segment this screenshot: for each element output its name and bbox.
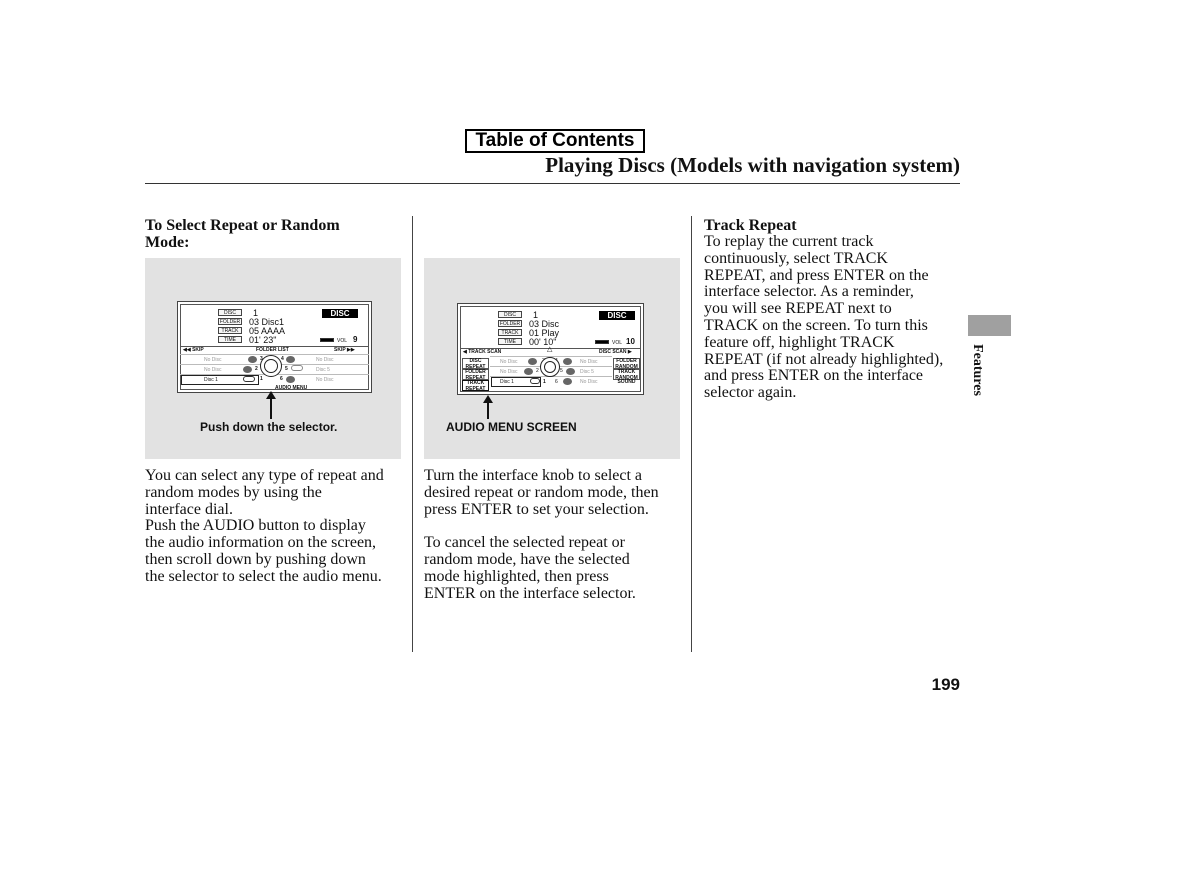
slot-5-number: 5 bbox=[285, 366, 288, 372]
slot-4-number: 4 bbox=[281, 356, 284, 362]
text-line: To cancel the selected repeat or bbox=[424, 534, 625, 552]
arrow-stem bbox=[487, 402, 489, 419]
text-line: REPEAT (if not already highlighted), bbox=[704, 350, 944, 368]
audio-menu-label: AUDIO MENU bbox=[275, 385, 308, 391]
text-line: TRACK on the screen. To turn this bbox=[704, 316, 928, 334]
section-tab-label bbox=[962, 340, 992, 400]
slot-4-label: No Disc bbox=[580, 359, 598, 365]
track-repeat-button: TRACK REPEAT bbox=[462, 380, 489, 391]
text-line: random modes by using the bbox=[145, 483, 322, 501]
time-tag: TIME bbox=[218, 336, 242, 343]
audio-screen-diagram bbox=[177, 301, 372, 393]
table-of-contents-link[interactable]: Table of Contents bbox=[465, 129, 645, 153]
text-line: To replay the current track bbox=[704, 233, 874, 250]
slot-1-label: Disc 1 bbox=[204, 377, 218, 383]
text-line: feature off, highlight TRACK bbox=[704, 333, 895, 351]
slot-1-label: Disc 1 bbox=[500, 379, 514, 385]
disc-value: 1 bbox=[533, 310, 539, 320]
section-tab-text: Features bbox=[970, 344, 985, 396]
slot-5-number: 5 bbox=[560, 368, 563, 374]
slot-3-label: No Disc bbox=[204, 357, 222, 363]
slot-5-label: Disc 5 bbox=[580, 369, 594, 375]
disc-repeat-button: DISC REPEAT bbox=[462, 358, 489, 369]
text-line: interface selector. As a reminder, bbox=[704, 283, 914, 301]
time-value: 01' 23" bbox=[249, 335, 277, 345]
section-heading bbox=[145, 217, 405, 251]
text-line: You can select any type of repeat and bbox=[145, 467, 384, 484]
title-rule bbox=[145, 183, 960, 184]
volume-value: 10 bbox=[626, 337, 635, 346]
slot-2-number: 2 bbox=[536, 368, 539, 374]
slot-1-number: 1 bbox=[543, 379, 546, 385]
text-line: you will see REPEAT next to bbox=[704, 300, 892, 318]
slot-5-icon bbox=[291, 365, 303, 371]
volume-label: VOL bbox=[337, 338, 348, 344]
slot-3-label: No Disc bbox=[500, 359, 518, 365]
text-line: mode highlighted, then press bbox=[424, 567, 609, 585]
text-line: then scroll down by pushing down bbox=[145, 550, 366, 568]
interface-dial-inner bbox=[264, 359, 278, 373]
slot-4-dot bbox=[563, 358, 572, 365]
skip-left-label: ◀◀ SKIP bbox=[183, 347, 204, 353]
track-scan-label: ◀ TRACK SCAN bbox=[463, 349, 502, 355]
text-line: and press ENTER on the interface bbox=[704, 367, 924, 385]
disc-tag: DISC bbox=[218, 309, 242, 316]
figure-caption: Push down the selector. bbox=[200, 420, 338, 434]
column-divider bbox=[412, 216, 413, 652]
page-number: 199 bbox=[931, 675, 960, 694]
text-line: random mode, have the selected bbox=[424, 550, 630, 568]
time-value: 00' 10" bbox=[529, 337, 557, 347]
slot-5-dot bbox=[566, 368, 575, 375]
slot-6-dot bbox=[286, 376, 295, 383]
slot-3-dot bbox=[248, 356, 257, 363]
disc-tag: DISC bbox=[498, 311, 522, 318]
figure-audio-menu-screen bbox=[424, 258, 680, 459]
col1-paragraphs bbox=[145, 468, 410, 586]
slot-2-label: No Disc bbox=[500, 369, 518, 375]
slot-2-number: 2 bbox=[255, 366, 258, 372]
arrow-stem bbox=[270, 398, 272, 419]
slot-2-label: No Disc bbox=[204, 367, 222, 373]
sound-button: SOUND bbox=[613, 380, 640, 391]
disc-value: 1 bbox=[253, 308, 259, 318]
track-tag: TRACK bbox=[218, 327, 242, 334]
folder-tag: FOLDER bbox=[219, 319, 241, 325]
slot-3-dot bbox=[528, 358, 537, 365]
text-line: desired repeat or random mode, then bbox=[424, 483, 659, 501]
text-line: Turn the interface knob to select a bbox=[424, 467, 643, 484]
slot-6-label: No Disc bbox=[316, 377, 334, 383]
figure-push-selector bbox=[145, 258, 401, 459]
section-heading-line: Mode: bbox=[145, 234, 190, 251]
folder-value: 03 Disc bbox=[529, 319, 560, 329]
volume-label: VOL bbox=[612, 340, 623, 346]
text-line: selector again. bbox=[704, 384, 797, 402]
column-divider bbox=[691, 216, 692, 652]
section-heading-line: To Select Repeat or Random bbox=[145, 217, 340, 234]
track-value: 01 Play bbox=[529, 328, 560, 338]
text-line: ENTER on the interface selector. bbox=[424, 584, 636, 602]
folder-repeat-button: FOLDER REPEAT bbox=[462, 369, 489, 380]
text-line: the selector to select the audio menu. bbox=[145, 567, 382, 585]
folder-tag: FOLDER bbox=[499, 321, 521, 327]
mode-badge: DISC bbox=[322, 309, 358, 318]
interface-dial-inner bbox=[544, 361, 556, 373]
slot-4-dot bbox=[286, 356, 295, 363]
section-tab-marker bbox=[968, 315, 1011, 336]
volume-bar bbox=[595, 340, 609, 344]
volume-value: 9 bbox=[353, 335, 358, 344]
slot-1-icon bbox=[243, 376, 255, 382]
slot-2-dot bbox=[524, 368, 533, 375]
folder-random-button: FOLDER RANDOM bbox=[613, 358, 640, 369]
mode-badge: DISC bbox=[599, 311, 635, 320]
folder-value: 03 Disc1 bbox=[249, 317, 285, 327]
audio-menu-diagram bbox=[457, 303, 644, 395]
track-random-button: TRACK RANDOM bbox=[613, 369, 640, 380]
time-tag: TIME bbox=[498, 338, 522, 345]
volume-bar bbox=[320, 338, 334, 342]
track-tag: TRACK bbox=[498, 329, 522, 336]
slot-1-icon bbox=[530, 378, 540, 384]
slot-6-dot bbox=[563, 378, 572, 385]
col3-paragraph bbox=[704, 234, 966, 402]
slot-1-number: 1 bbox=[260, 376, 263, 382]
text-line: the audio information on the screen, bbox=[145, 534, 377, 552]
slot-2-dot bbox=[243, 366, 252, 373]
folder-list-label: FOLDER LIST bbox=[256, 347, 289, 353]
disc-scan-label: DISC SCAN ▶ bbox=[599, 349, 632, 355]
slot-6-number: 6 bbox=[555, 379, 558, 385]
text-line: interface dial. bbox=[145, 500, 233, 518]
track-value: 05 AAAA bbox=[249, 326, 286, 336]
text-line: continuously, select TRACK bbox=[704, 249, 888, 267]
figure-caption: AUDIO MENU SCREEN bbox=[446, 420, 577, 434]
col2-paragraphs bbox=[424, 468, 689, 602]
up-triangle-icon: △ bbox=[547, 346, 553, 353]
slot-6-label: No Disc bbox=[580, 379, 598, 385]
slot-4-label: No Disc bbox=[316, 357, 334, 363]
page-title: Playing Discs (Models with navigation system) bbox=[545, 153, 960, 177]
text-line: press ENTER to set your selection. bbox=[424, 500, 649, 518]
text-line: Push the AUDIO button to display bbox=[145, 517, 366, 535]
track-repeat-heading: Track Repeat bbox=[704, 217, 797, 234]
slot-6-number: 6 bbox=[280, 376, 283, 382]
skip-right-label: SKIP ▶▶ bbox=[334, 347, 355, 353]
text-line: REPEAT, and press ENTER on the bbox=[704, 266, 929, 284]
slot-5-label: Disc 5 bbox=[316, 367, 330, 373]
